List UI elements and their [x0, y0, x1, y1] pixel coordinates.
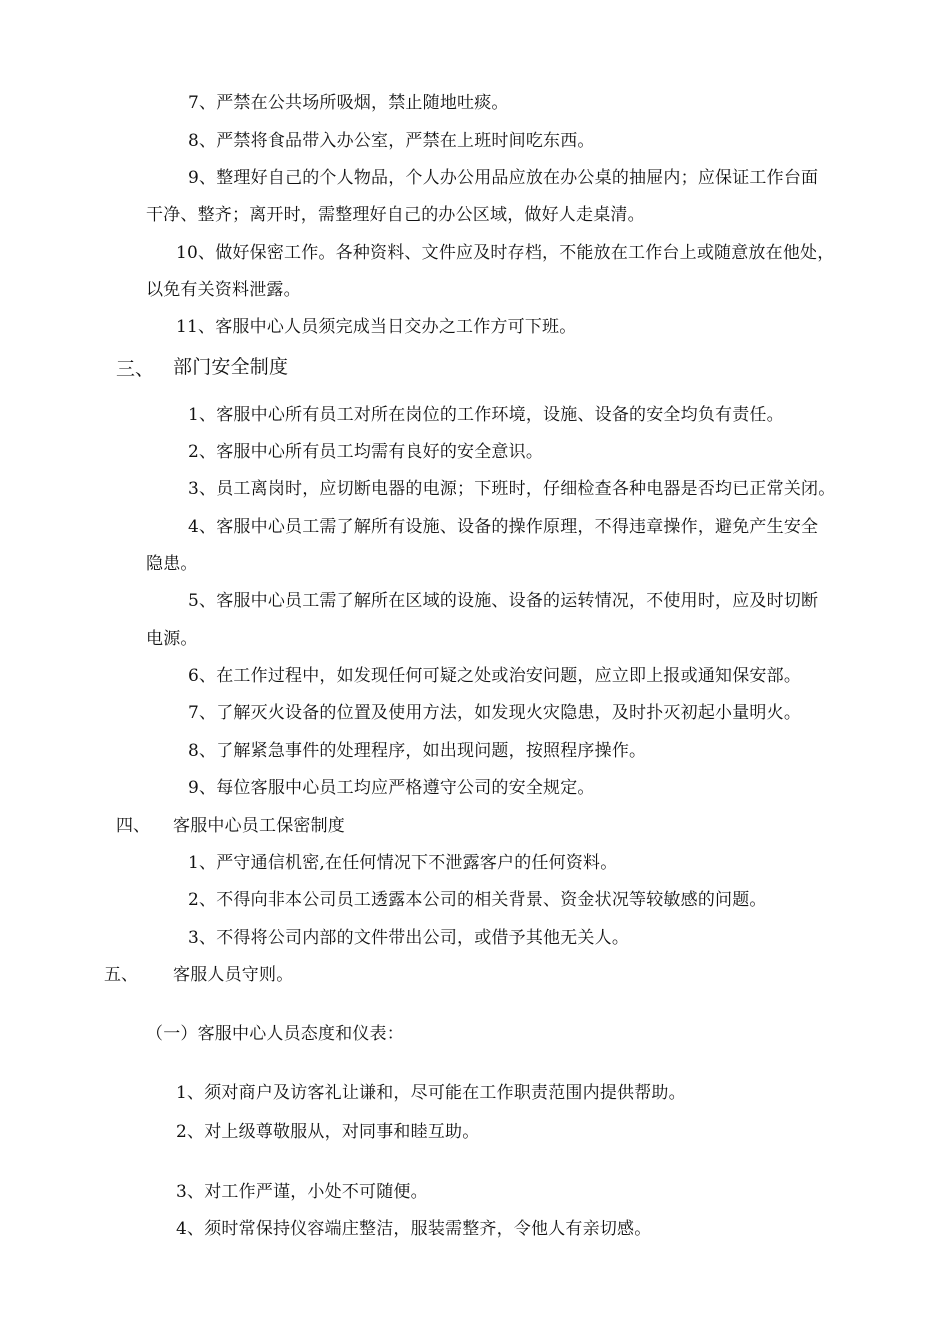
paragraph-5-4: 4、须时常保持仪容端庄整洁，服装需整齐，令他人有亲切感。 — [176, 1219, 652, 1239]
section-4-number: 四、 — [116, 816, 150, 836]
section-5-title: 客服人员守则。 — [173, 965, 294, 985]
paragraph-3-8: 8、了解紧急事件的处理程序，如出现问题，按照程序操作。 — [188, 741, 647, 761]
paragraph-4-2: 2、不得向非本公司员工透露本公司的相关背景、资金状况等较敏感的问题。 — [188, 890, 767, 910]
paragraph-5-2: 2、对上级尊敬服从，对同事和睦互助。 — [176, 1122, 480, 1142]
paragraph-4-3: 3、不得将公司内部的文件带出公司，或借予其他无关人。 — [188, 928, 630, 948]
section-4-title: 客服中心员工保密制度 — [173, 816, 345, 836]
paragraph-3-3: 3、员工离岗时，应切断电器的电源；下班时，仔细检查各种电器是否均已正常关闭。 — [188, 479, 836, 499]
paragraph-2-7: 7、严禁在公共场所吸烟，禁止随地吐痰。 — [188, 93, 509, 113]
section-3-number: 三、 — [116, 358, 155, 380]
paragraph-5-3: 3、对工作严谨，小处不可随便。 — [176, 1182, 428, 1202]
paragraph-3-6: 6、在工作过程中，如发现任何可疑之处或治安问题，应立即上报或通知保安部。 — [188, 666, 802, 686]
paragraph-2-8: 8、严禁将食品带入办公室，严禁在上班时间吃东西。 — [188, 131, 595, 151]
paragraph-2-11: 11、客服中心人员须完成当日交办之工作方可下班。 — [176, 317, 577, 337]
paragraph-3-1: 1、客服中心所有员工对所在岗位的工作环境，设施、设备的安全均负有责任。 — [188, 405, 784, 425]
paragraph-3-4-line1: 4、客服中心员工需了解所有设施、设备的操作原理，不得违章操作，避免产生安全 — [188, 517, 819, 537]
paragraph-3-7: 7、了解灭火设备的位置及使用方法，如发现火灾隐患，及时扑灭初起小量明火。 — [188, 703, 802, 723]
paragraph-2-10-line1: 10、做好保密工作。各种资料、文件应及时存档，不能放在工作台上或随意放在他处， — [176, 243, 835, 263]
paragraph-3-9: 9、每位客服中心员工均应严格遵守公司的安全规定。 — [188, 778, 595, 798]
section-5-sub-1-title: （一）客服中心人员态度和仪表： — [146, 1024, 404, 1044]
paragraph-3-5-line2: 电源。 — [146, 629, 198, 649]
paragraph-2-9-line2: 干净、整齐；离开时，需整理好自己的办公区域，做好人走桌清。 — [146, 205, 645, 225]
paragraph-3-5-line1: 5、客服中心员工需了解所在区域的设施、设备的运转情况，不使用时，应及时切断 — [188, 591, 819, 611]
paragraph-4-1: 1、严守通信机密,在任何情况下不泄露客户的任何资料。 — [188, 853, 618, 873]
paragraph-3-2: 2、客服中心所有员工均需有良好的安全意识。 — [188, 442, 544, 462]
paragraph-2-9-line1: 9、整理好自己的个人物品，个人办公用品应放在办公桌的抽屉内；应保证工作台面 — [188, 168, 819, 188]
paragraph-2-10-line2: 以免有关资料泄露。 — [146, 280, 301, 300]
section-3-title: 部门安全制度 — [173, 356, 289, 378]
paragraph-3-4-line2: 隐患。 — [146, 554, 198, 574]
section-5-number: 五、 — [104, 965, 138, 985]
paragraph-5-1: 1、须对商户及访客礼让谦和，尽可能在工作职责范围内提供帮助。 — [176, 1083, 686, 1103]
